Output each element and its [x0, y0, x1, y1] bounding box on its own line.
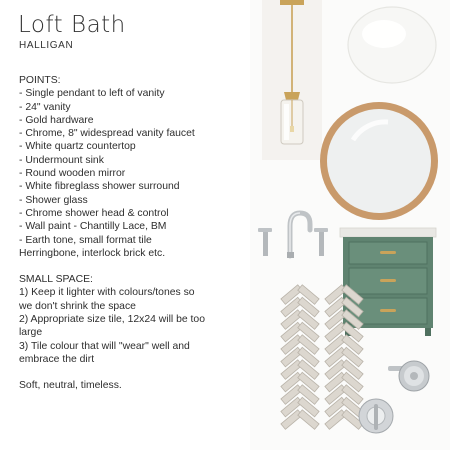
point-item: - Earth tone, small format tile: [19, 234, 152, 246]
small-space-item: 1) Keep it lighter with colours/tones so: [19, 287, 195, 299]
point-item: - Undermount sink: [19, 154, 104, 166]
board-title: Loft Bath: [18, 12, 126, 38]
point-item: - Chrome shower head & control: [19, 207, 169, 219]
point-item: - Gold hardware: [19, 114, 94, 126]
small-space-item: 2) Appropriate size tile, 12x24 will be too: [19, 314, 205, 326]
point-item: - Chrome, 8" widespread vanity faucet: [19, 128, 195, 140]
closing-line: Soft, neutral, timeless.: [19, 380, 122, 392]
small-space-item: 3) Tile colour that will "wear" well and: [19, 340, 190, 352]
board-subtitle: HALLIGAN: [19, 40, 74, 51]
point-item: - Shower glass: [19, 194, 88, 206]
small-space-item: large: [19, 327, 43, 339]
paint-swatch-image: [346, 4, 438, 86]
small-space-item: we don't shrink the space: [19, 300, 136, 312]
points-heading: POINTS:: [19, 75, 61, 86]
point-item: Herringbone, interlock brick etc.: [19, 247, 166, 259]
small-space-heading: SMALL SPACE:: [19, 274, 93, 286]
shower-head-image: [386, 354, 434, 394]
point-item: - 24" vanity: [19, 101, 71, 113]
point-item: - White fibreglass shower surround: [19, 181, 180, 193]
point-item: - Wall paint - Chantilly Lace, BM: [19, 221, 167, 233]
pendant-light-image: [262, 0, 322, 160]
point-item: - White quartz countertop: [19, 141, 136, 153]
round-mirror-image: [318, 100, 440, 222]
small-space-item: embrace the dirt: [19, 353, 95, 365]
point-item: - Single pendant to left of vanity: [19, 88, 165, 100]
faucet-image: [252, 208, 334, 258]
shower-control-image: [356, 396, 396, 436]
notes-block: [19, 74, 244, 393]
point-item: - Round wooden mirror: [19, 168, 126, 180]
